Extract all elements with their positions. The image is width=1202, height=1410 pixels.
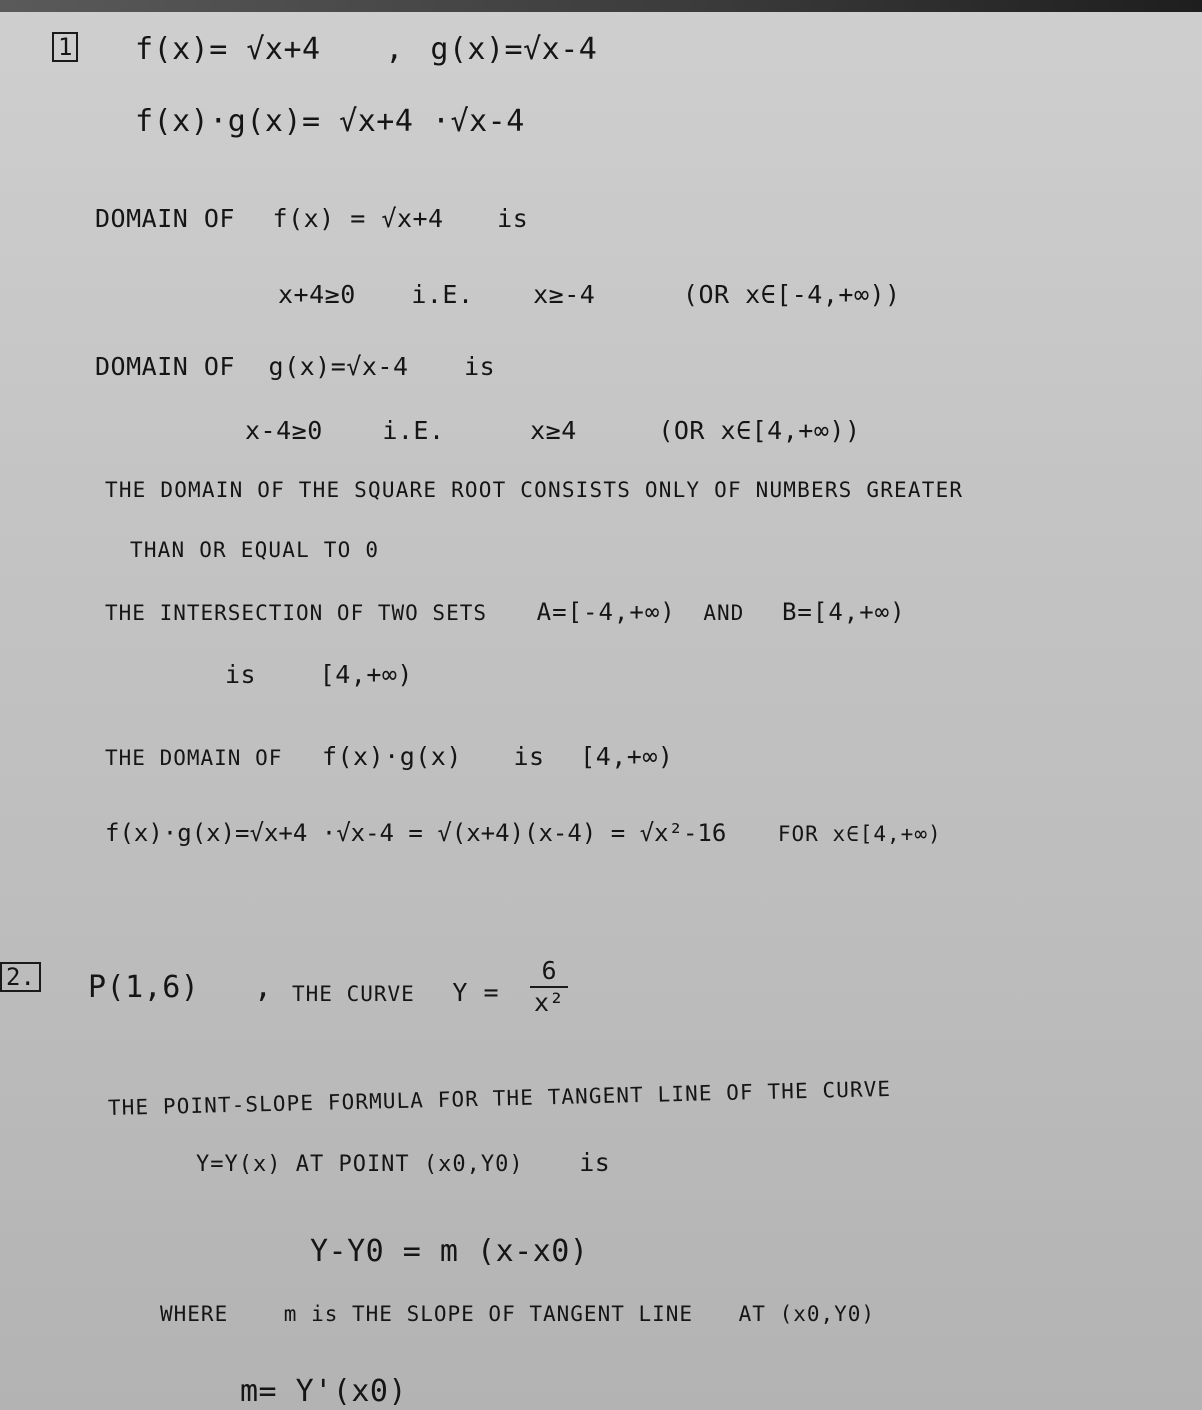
intersection-line-2 [225, 660, 413, 689]
point-p [88, 970, 273, 1005]
domain-g-is: is [464, 352, 496, 381]
where-line [160, 1298, 875, 1327]
problem-1-definitions [135, 32, 597, 67]
tangent-line-1: THE POINT-SLOPE FORMULA FOR THE TANGENT LINE OF THE CURVE [107, 1076, 892, 1120]
domain-product-result: [4,+∞) [580, 742, 674, 771]
intersection-result: [4,+∞) [319, 660, 413, 689]
notebook-page [0, 12, 1202, 1410]
point-p-text: P(1,6) [88, 970, 200, 1005]
problem-1-number-box: 1 [52, 32, 78, 62]
domain-product-expr: f(x)·g(x) [321, 742, 462, 771]
slope-definition: m= Y'(x0) [240, 1374, 408, 1409]
sqrt-domain-note-line-1: THE DOMAIN OF THE SQUARE ROOT CONSISTS ONLY OF NUMBERS GREATER [105, 478, 964, 502]
separator-comma: , [385, 32, 404, 67]
domain-g-inequality: x-4≥0 [245, 416, 323, 445]
domain-g-label: DOMAIN OF [95, 352, 235, 381]
intersection-is: is [225, 660, 257, 689]
domain-product-is: is [513, 742, 545, 771]
curve-numerator: 6 [530, 956, 568, 988]
tangent-line-2 [196, 1148, 610, 1177]
point-slope-formula: Y-Y0 = m (x-x0) [310, 1234, 589, 1269]
g-definition: g(x)=√x-4 [430, 32, 598, 67]
final-product-line [105, 818, 942, 847]
domain-g-ie: i.E. [382, 416, 445, 445]
domain-f-work [278, 280, 901, 309]
domain-g-heading [95, 352, 495, 381]
curve-fraction [530, 956, 568, 1018]
domain-f-label: DOMAIN OF [95, 204, 235, 233]
final-product-domain: FOR x∈[4,+∞) [777, 822, 942, 846]
domain-g-interval: (OR x∈[4,+∞)) [658, 416, 861, 445]
domain-g-work [245, 416, 861, 445]
where-slope-text: m is THE SLOPE OF TANGENT LINE [283, 1302, 694, 1326]
curve-denominator: x² [534, 988, 565, 1017]
where-at: AT (x0,Y0) [738, 1302, 876, 1326]
curve-line [292, 978, 499, 1007]
domain-g-expr: g(x)=√x-4 [268, 352, 409, 381]
domain-product-line [105, 742, 673, 771]
domain-f-interval: (OR x∈[-4,+∞)) [682, 280, 901, 309]
set-b: B=[4,+∞) [781, 598, 906, 626]
tangent-is: is [579, 1148, 611, 1177]
curve-lhs: Y = [452, 978, 500, 1007]
sqrt-domain-note-line-2: THAN OR EQUAL TO 0 [130, 538, 380, 562]
problem-2-separator: , [253, 970, 273, 1005]
domain-f-result: x≥-4 [533, 280, 596, 309]
curve-label: THE CURVE [292, 982, 415, 1006]
domain-f-is: is [497, 204, 529, 233]
intersection-text: THE INTERSECTION OF TWO SETS [105, 601, 488, 625]
f-definition: f(x)= √x+4 [135, 32, 321, 67]
where-label: WHERE [160, 1302, 229, 1326]
problem-2-number-box: 2. [0, 962, 41, 992]
domain-product-label: THE DOMAIN OF [105, 746, 283, 770]
tangent-point-text: Y=Y(x) AT POINT (x0,Y0) [196, 1152, 524, 1177]
domain-g-result: x≥4 [530, 416, 577, 445]
final-product-expr: f(x)·g(x)=√x+4 ·√x-4 = √(x+4)(x-4) = √x²-16 [105, 819, 727, 847]
intersection-and: AND [703, 601, 745, 625]
product-expression: f(x)·g(x)= √x+4 ·√x-4 [135, 104, 525, 139]
photo-top-edge [0, 0, 1202, 12]
intersection-line-1 [105, 598, 906, 626]
domain-f-expr: f(x) = √x+4 [272, 204, 444, 233]
domain-f-ie: i.E. [411, 280, 474, 309]
set-a: A=[-4,+∞) [536, 598, 676, 626]
domain-f-heading [95, 204, 528, 233]
domain-f-inequality: x+4≥0 [278, 280, 356, 309]
